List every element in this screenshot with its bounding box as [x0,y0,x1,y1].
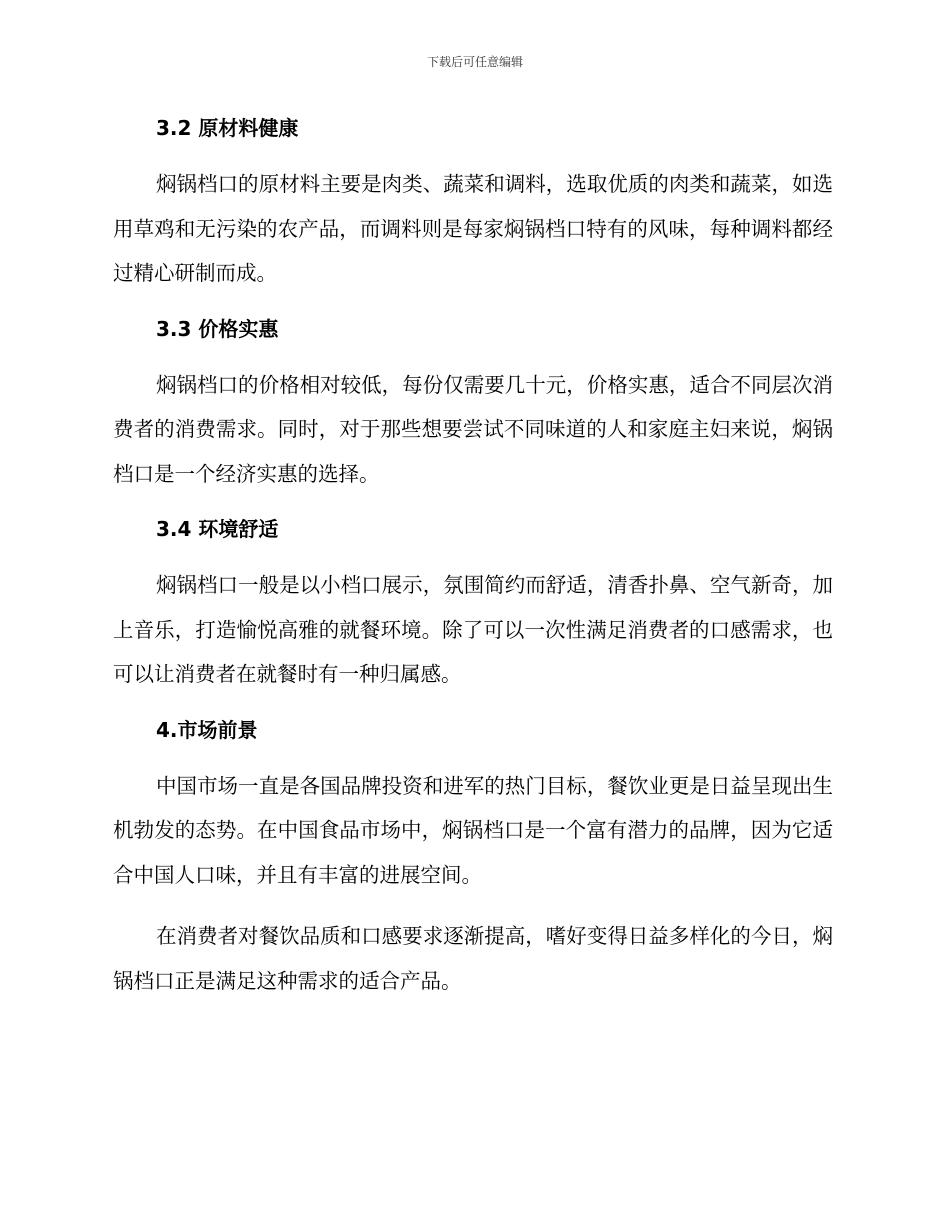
section-heading: 3.3 价格实惠 [156,316,279,341]
section-heading: 3.4 环境舒适 [156,517,279,541]
paragraph: 焖锅档口一般是以小档口展示，氛围简约而舒适，清香扑鼻、空气新奇，加上音乐，打造愉悦高雅的就餐环境。除了可以一次性满足消费者的口感需求，也可以让消费者在就餐时有一种归属感。 [113,573,833,686]
paragraph: 中国市场一直是各国品牌投资和进军的热门目标，餐饮业更是日益呈现出生机勃发的态势。在中国食品市场中，焖锅档口是一个富有潜力的品牌，因为它适合中国人口味，并且有丰富的进展空间。 [113,773,833,887]
paragraph: 在消费者对餐饮品质和口感要求逐渐提高，嗜好变得日益多样化的今日，焖锅档口正是满足这种需求的适合产品。 [113,924,833,993]
paragraph: 焖锅档口的价格相对较低，每份仅需要几十元，价格实惠，适合不同层次消费者的消费需求。同时，对于那些想要尝试不同味道的人和家庭主妇来说，焖锅档口是一个经济实惠的选择。 [113,372,833,486]
header-note: 下载后可任意编辑 [426,55,523,69]
document-body [113,112,833,1020]
section-heading: 4.市场前景 [156,717,258,742]
paragraph: 焖锅档口的原材料主要是肉类、蔬菜和调料，选取优质的肉类和蔬菜，如选用草鸡和无污染的农产品，而调料则是每家焖锅档口特有的风味，每种调料都经过精心研制而成。 [113,172,833,285]
section-market-outlook [113,714,833,1004]
section-heading: 3.2 原材料健康 [156,116,299,140]
section-environment [113,513,833,697]
section-price [113,313,833,497]
section-raw-materials [113,112,833,296]
